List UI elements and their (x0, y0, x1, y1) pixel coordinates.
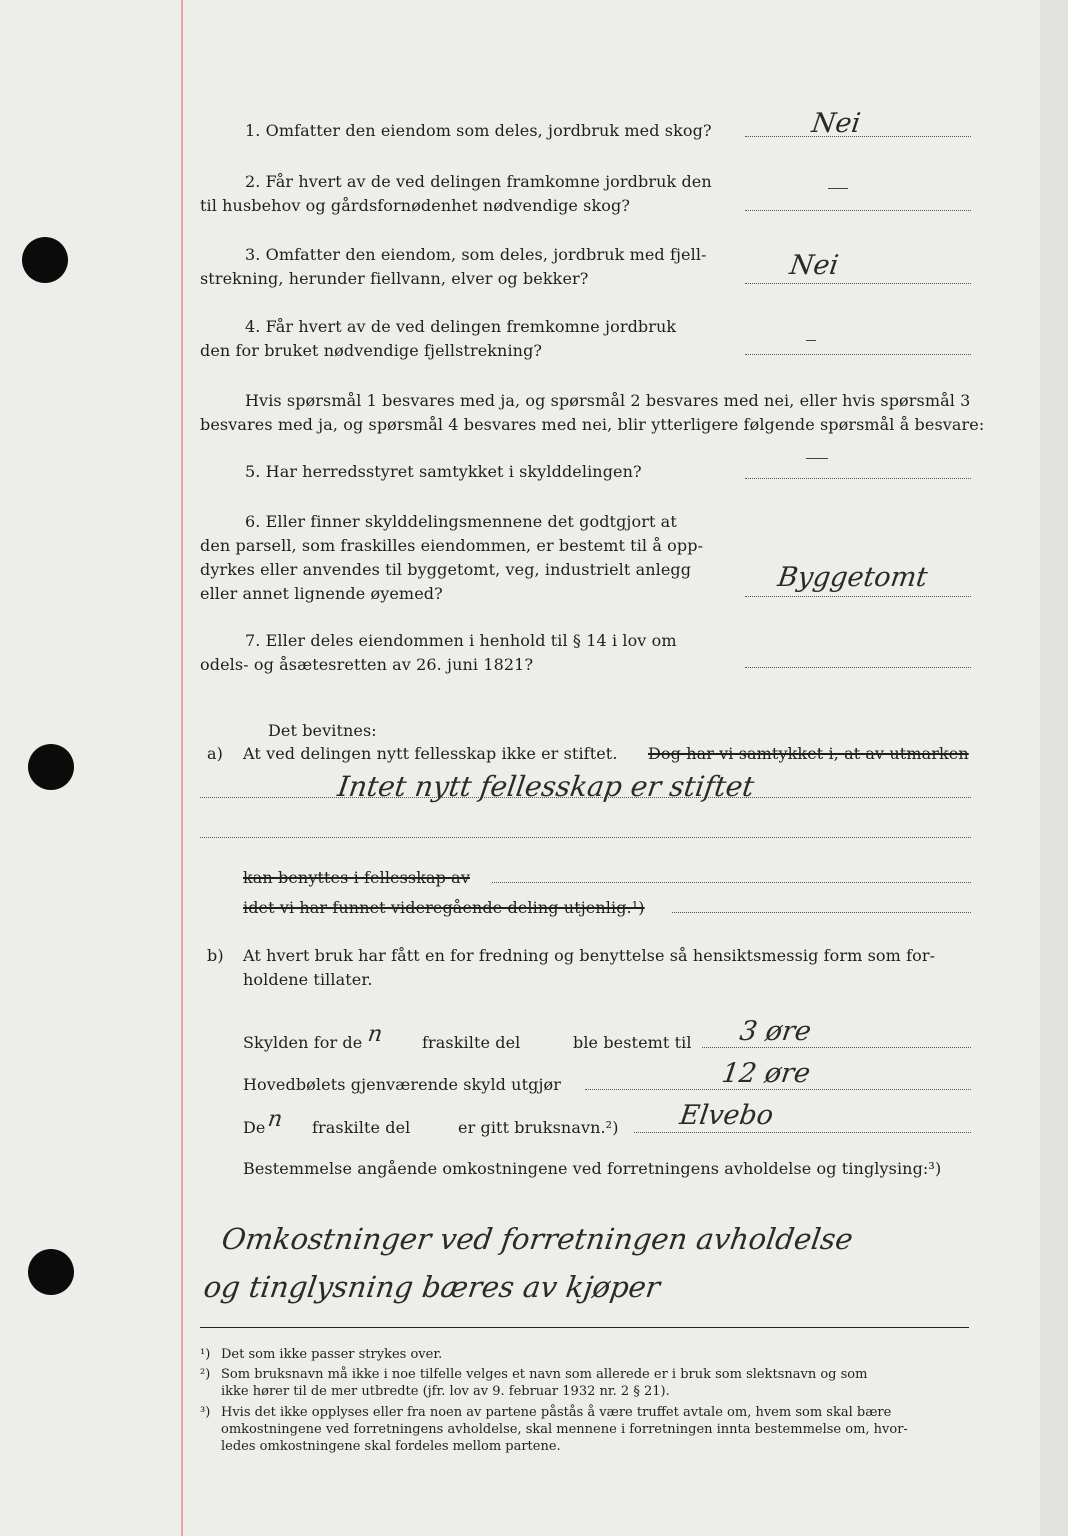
bestemmelse-label: Bestemmelse angående omkostningene ved forretningens avholdelse og tinglysing:³) (243, 1159, 942, 1178)
skyld-row-3-hand-n: n (266, 1107, 284, 1132)
item-a-label: a) (207, 744, 223, 763)
skyld-row-2-value: 12 øre (719, 1058, 813, 1089)
punch-hole-top (22, 237, 68, 283)
item-b-line-1: At hvert bruk har fått en for fredning og benyttelse så hensiktsmessig form som for- (243, 946, 936, 965)
footnote-3-line-3: ledes omkostningene skal fordeles mellom partene. (221, 1439, 561, 1454)
item-b-line-2: holdene tillater. (243, 970, 373, 989)
footnote-2-line-2: ikke hører til de mer utbredte (jfr. lov av 9. februar 1932 nr. 2 § 21). (221, 1384, 670, 1399)
skyld-row-1-label-c: ble bestemt til (573, 1033, 692, 1052)
footnote-2-mark: ²) (200, 1367, 211, 1382)
answer-6-handwritten: Byggetomt (775, 562, 930, 593)
question-7-line-1: 7. Eller deles eiendommen i henhold til § 14 i lov om (245, 631, 677, 650)
question-2-line-1: 2. Får hvert av de ved delingen framkomne jordbruk den (245, 172, 712, 191)
question-6-line-4: eller annet lignende øyemed? (200, 584, 443, 603)
struck-dotted-1 (492, 882, 971, 883)
skyld-row-1-dots (702, 1047, 971, 1048)
skyld-row-3-value: Elvebo (677, 1100, 776, 1131)
question-6-line-1: 6. Eller finner skylddelingsmennene det godtgjort at (245, 512, 677, 531)
question-1-line-1: 1. Omfatter den eiendom som deles, jordbruk med skog? (245, 121, 712, 140)
question-7-line-2: odels- og åsætesretten av 26. juni 1821? (200, 655, 534, 674)
skyld-row-1-label-b: fraskilte del (422, 1033, 521, 1052)
answer-line-2 (745, 210, 971, 211)
answer-line-7 (745, 667, 971, 668)
item-a-handwritten: Intet nytt fellesskap er stiftet (335, 770, 757, 803)
question-5-line-1: 5. Har herredsstyret samtykket i skylddelingen? (245, 462, 642, 481)
bevitnes-heading: Det bevitnes: (268, 721, 377, 740)
item-b-label: b) (207, 946, 224, 965)
question-6-line-2: den parsell, som fraskilles eiendommen, er bestemt til å opp- (200, 536, 704, 555)
footnote-3-line-2: omkostningene ved forretningens avholdelse, skal mennene i forretningen innta bestemmelse om, hvor- (221, 1422, 908, 1437)
punch-hole-bottom (28, 1249, 74, 1295)
answer-2-dash (828, 188, 848, 189)
question-6-line-3: dyrkes eller anvendes til byggetomt, veg, industrielt anlegg (200, 560, 692, 579)
conditional-line-1: Hvis spørsmål 1 besvares med ja, og spørsmål 2 besvares med nei, eller hvis spørsmål 3 (245, 391, 971, 410)
struck-line-1: kan benyttes i fellesskap av (243, 868, 470, 887)
answer-line-4 (745, 354, 971, 355)
skyld-row-3-label-b: fraskilte del (312, 1118, 411, 1137)
question-4-line-2: den for bruket nødvendige fjellstrekning? (200, 341, 543, 360)
question-3-line-1: 3. Omfatter den eiendom, som deles, jordbruk med fjell- (245, 245, 707, 264)
footnote-1-mark: ¹) (200, 1347, 211, 1362)
omkostning-handwritten-line-2: og tinglysning bæres av kjøper (201, 1270, 663, 1304)
answer-3-handwritten: Nei (787, 250, 841, 281)
question-2-line-2: til husbehov og gårdsfornødenhet nødvendige skog? (200, 196, 631, 215)
question-4-line-1: 4. Får hvert av de ved delingen fremkomne jordbruk (245, 317, 677, 336)
skyld-row-3-label-c: er gitt bruksnavn.²) (458, 1118, 619, 1137)
question-3-line-2: strekning, herunder fiellvann, elver og bekker? (200, 269, 589, 288)
footnote-separator (200, 1327, 969, 1328)
answer-line-5 (745, 478, 971, 479)
answer-line-6 (745, 596, 971, 597)
skyld-row-1-label-a: Skylden for de (243, 1033, 363, 1052)
answer-4-dash (806, 340, 816, 341)
struck-dotted-2 (672, 912, 971, 913)
item-a-text: At ved delingen nytt fellesskap ikke er stiftet. (243, 744, 618, 763)
struck-line-2: idet vi har funnet videregående deling utjenlig.¹) (243, 898, 645, 917)
footnote-1-line-1: Det som ikke passer strykes over. (221, 1347, 443, 1362)
footnote-3-mark: ³) (200, 1405, 211, 1420)
omkostning-handwritten-line-1: Omkostninger ved forretningen avholdelse (219, 1222, 856, 1256)
skyld-row-2-dots (585, 1089, 971, 1090)
answer-line-3 (745, 283, 971, 284)
skyld-row-2-label: Hovedbølets gjenværende skyld utgjør (243, 1075, 562, 1094)
handwritten-line-a1 (200, 797, 971, 798)
answer-1-handwritten: Nei (809, 108, 863, 139)
skyld-row-1-hand-n: n (366, 1022, 384, 1047)
skyld-row-1-value: 3 øre (737, 1016, 814, 1047)
punch-hole-middle (28, 744, 74, 790)
conditional-line-2: besvares med ja, og spørsmål 4 besvares med nei, blir ytterligere følgende spørsmål å besvare: (200, 415, 985, 434)
skyld-row-3-label-a: De (243, 1118, 266, 1137)
item-a-struck-text: Dog har vi samtykket i, at av utmarken (648, 744, 969, 763)
footnote-3-line-1: Hvis det ikke opplyses eller fra noen av partene påstås å være truffet avtale om, hvem som skal bære (221, 1405, 892, 1420)
handwritten-line-a2 (200, 837, 971, 838)
footnote-2-line-1: Som bruksnavn må ikke i noe tilfelle velges et navn som allerede er i bruk som slektsnavn og som (221, 1367, 868, 1382)
page-edge (1040, 0, 1068, 1536)
red-margin-line (181, 0, 183, 1536)
skyld-row-3-dots (634, 1132, 971, 1133)
answer-5-dash (806, 458, 828, 459)
